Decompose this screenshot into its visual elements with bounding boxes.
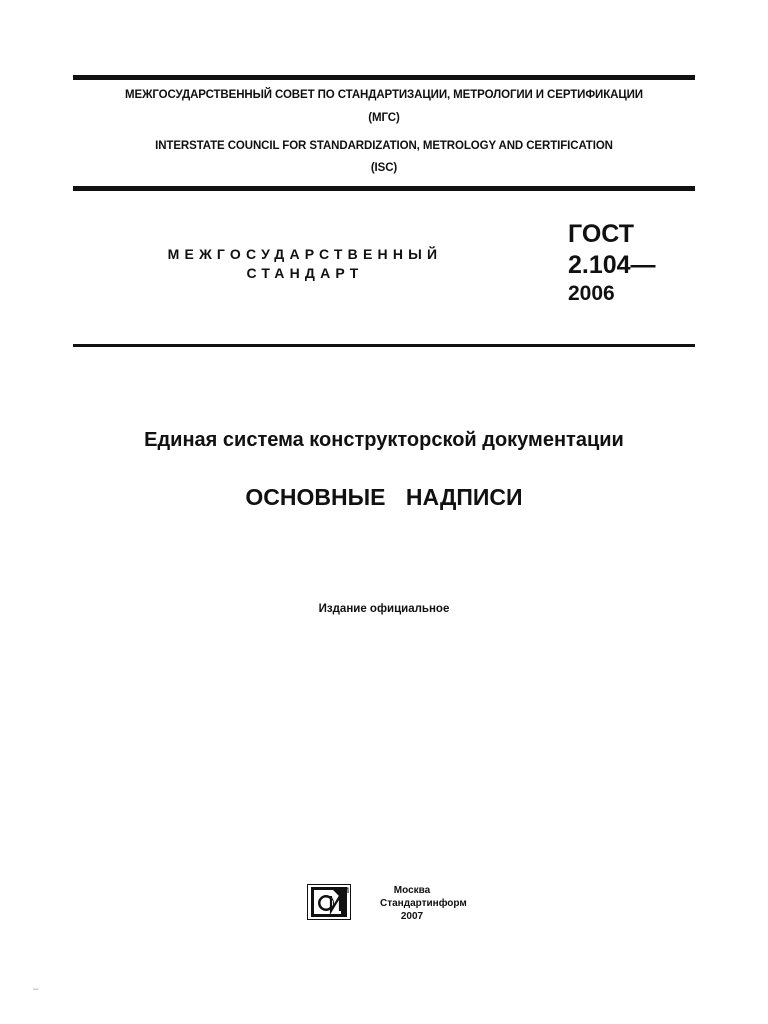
document-title: ОСНОВНЫЕ НАДПИСИ <box>245 484 523 510</box>
council-name-ru: МЕЖГОСУДАРСТВЕННЫЙ СОВЕТ ПО СТАНДАРТИЗАЦИИ, МЕТРОЛОГИИ И СЕРТИФИКАЦИИ <box>125 89 643 101</box>
publisher-name: Стандартинформ <box>380 898 467 909</box>
council-abbr-ru: (МГС) <box>368 112 400 124</box>
council-abbr-en: (ISC) <box>370 162 398 174</box>
lower-rule <box>73 344 695 347</box>
publisher-city: Москва <box>393 885 431 896</box>
gost-number: 2.104— <box>568 251 656 279</box>
middle-rule <box>73 186 695 191</box>
standard-kind-line1: МЕЖГОСУДАРСТВЕННЫЙ <box>167 246 443 262</box>
standartinform-logo-icon <box>307 884 351 920</box>
print-mark: ▪▪▪▪▪ <box>33 987 39 991</box>
edition-note: Издание официальное <box>318 603 450 615</box>
standard-kind-line2: СТАНДАРТ <box>246 265 364 281</box>
system-title: Единая система конструкторской документации <box>144 429 624 451</box>
gost-label: ГОСТ <box>568 220 634 248</box>
gost-year: 2006 <box>568 282 615 305</box>
council-name-en: INTERSTATE COUNCIL FOR STANDARDIZATION, METROLOGY AND CERTIFICATION <box>155 140 613 152</box>
publisher-year: 2007 <box>400 911 424 922</box>
top-rule <box>73 75 695 80</box>
